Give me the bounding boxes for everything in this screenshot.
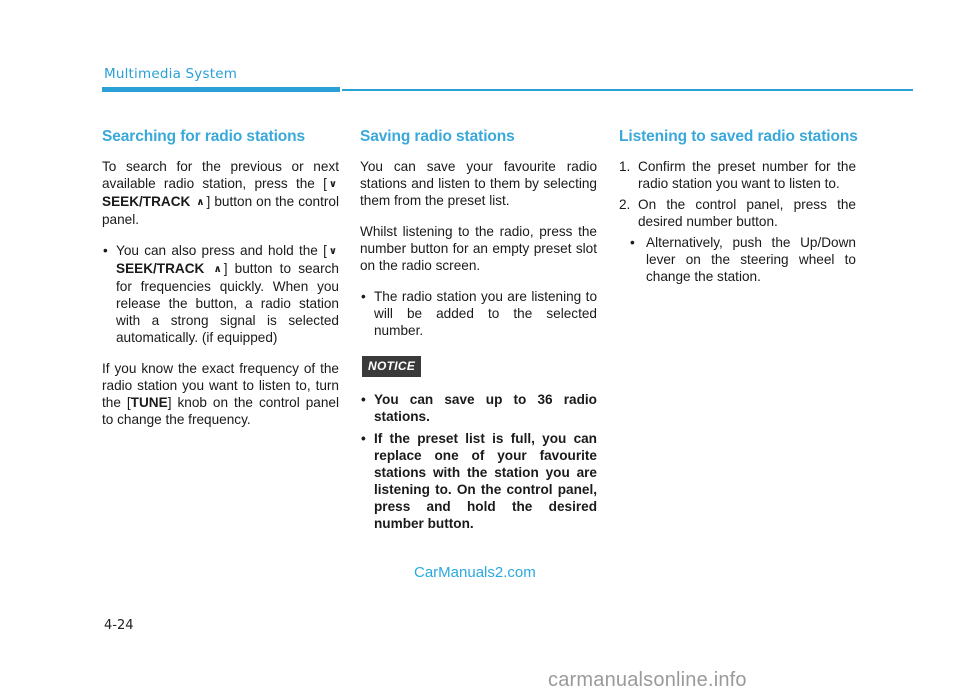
footer-watermark: carmanualsonline.info <box>548 669 747 691</box>
paragraph-search-intro: To search for the previous or next available radio station, press the [ ∨ SEEK/TRACK ∧ ] button on the control panel. <box>102 159 340 227</box>
column-listening <box>619 128 856 285</box>
heading-searching: Searching for radio stations <box>102 128 306 145</box>
bullet-press-hold: • You can also press and hold the [ ∨ SEEK/TRACK ∧ ] button to search for frequencies quickly. When you release the button, a radio station with a strong signal is selected automatically. (if equipped) <box>102 242 339 346</box>
chevron-up-icon: ∧ <box>213 264 222 275</box>
heading-listening: Listening to saved radio stations <box>619 128 858 145</box>
page-number: 4-24 <box>104 618 134 633</box>
paragraph-save-intro: You can save your favourite radio stations and listen to them by selecting them from the preset list. <box>360 159 597 208</box>
step-2-alternative: • Alternatively, push the Up/Down lever on the steering wheel to change the station. <box>619 234 856 285</box>
chevron-down-icon: ∨ <box>328 246 337 257</box>
heading-saving: Saving radio stations <box>360 128 515 145</box>
paragraph-tune: If you know the exact frequency of the radio station you want to listen to, turn the [TUNE] knob on the control panel to change the frequency. <box>102 361 339 427</box>
chevron-down-icon: ∨ <box>328 179 337 190</box>
column-saving <box>360 128 597 537</box>
header-rule-thin <box>342 89 913 91</box>
step-2: 2. On the control panel, press the desired number button. <box>619 197 856 229</box>
step-1: 1. Confirm the preset number for the radio station you want to listen to. <box>619 159 856 191</box>
notice-badge: NOTICE <box>362 356 421 377</box>
seek-track-label: SEEK/TRACK <box>116 261 205 276</box>
tune-label: TUNE <box>130 395 168 410</box>
column-searching <box>102 128 339 442</box>
section-title: Multimedia System <box>104 66 238 82</box>
notice-list <box>360 391 597 532</box>
header-rule-thick <box>102 87 340 92</box>
watermark-link[interactable]: CarManuals2.com <box>414 564 536 581</box>
notice-item: • You can save up to 36 radio stations. <box>360 391 597 425</box>
chevron-up-icon: ∧ <box>196 197 205 208</box>
seek-track-label: SEEK/TRACK <box>102 194 191 209</box>
paragraph-save-howto: Whilst listening to the radio, press the number button for an empty preset slot on the radio screen. <box>360 224 597 273</box>
bullet-save-added: • The radio station you are listening to will be added to the selected number. <box>360 288 597 339</box>
notice-item: • If the preset list is full, you can replace one of your favourite stations with the station you are listening to. On the control panel, press and hold the desired number button. <box>360 430 597 532</box>
